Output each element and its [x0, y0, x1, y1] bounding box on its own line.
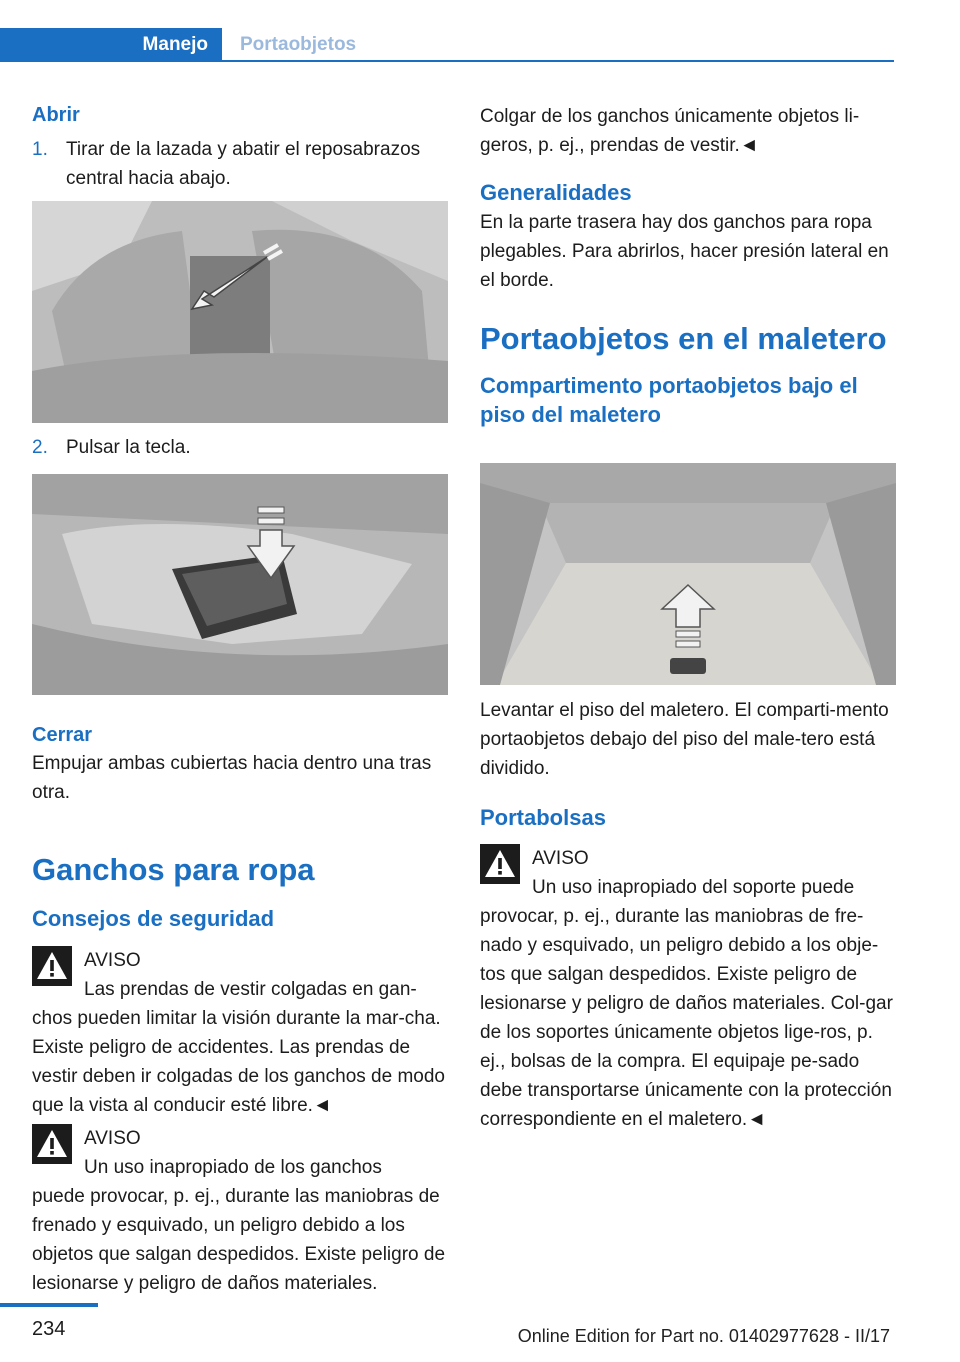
generalidades-heading: Generalidades — [480, 180, 632, 205]
warning-title: AVISO — [84, 1128, 141, 1149]
continuation-text: Colgar de los ganchos únicamente objetos li-geros, p. ej., prendas de vestir.◄ — [480, 106, 860, 156]
trunk-illustration — [480, 463, 896, 685]
header-section-tab: Manejo — [0, 28, 222, 62]
step-number: 2. — [32, 437, 48, 458]
warning-box-2 — [32, 1124, 448, 1298]
warning-text: provocar, p. ej., durante las maniobras de fre-nado y esquivado, un peligro debido a los obje-tos que salgan despedidos. Existe peligro de lesionarse y peligro de daños materiales. Col-gar de los soportes únicamente objetos lige-ros, p. ej., bolsas de la compra. El equipaje pe-sado debe transportarse únicamente con la protección correspondiente en el maletero.◄ — [480, 906, 893, 1130]
step-number: 1. — [32, 139, 48, 160]
header-subsection-tab: Portaobjetos — [240, 34, 357, 55]
compartimento-heading: Compartimento portaobjetos bajo el piso del maletero — [480, 373, 858, 427]
ganchos-heading: Ganchos para ropa — [32, 852, 315, 887]
compartimento-block — [480, 696, 896, 832]
warning-text: chos pueden limitar la visión durante la mar-cha. Existe peligro de accidentes. Las prendas de vestir deben ir colgadas de los ganchos de modo que la vista al conducir esté libre.◄ — [32, 1008, 445, 1116]
generalidades-text: En la parte trasera hay dos ganchos para ropa plegables. Para abrirlos, hacer presión lateral en el borde. — [480, 212, 889, 291]
warning-first-line: Las prendas de vestir colgadas en gan- — [84, 979, 417, 1000]
warning-triangle-icon — [32, 946, 72, 986]
step-text: Pulsar la tecla. — [66, 437, 191, 458]
warning-triangle-icon — [32, 1124, 72, 1164]
warning-box-3 — [480, 844, 896, 1134]
right-column-top — [480, 102, 896, 429]
compartimento-text: Levantar el piso del maletero. El comparti-mento portaobjetos debajo del piso del male-tero está dividido. — [480, 700, 889, 779]
rear-seat-armrest-figure — [32, 201, 448, 423]
step-text: Tirar de la lazada y abatir el reposabrazos central hacia abajo. — [66, 139, 421, 189]
left-step-2-block — [32, 433, 448, 462]
cerrar-heading: Cerrar — [32, 724, 93, 746]
armrest-button-figure — [32, 474, 448, 695]
seguridad-heading: Consejos de seguridad — [32, 906, 275, 931]
warning-first-line: Un uso inapropiado del soporte puede — [532, 877, 855, 898]
armrest-illustration — [32, 474, 448, 695]
edition-note: Online Edition for Part no. 01402977628 - II/17 — [517, 1326, 890, 1346]
warning-first-line: Un uso inapropiado de los ganchos — [84, 1157, 382, 1178]
cerrar-text: Empujar ambas cubiertas hacia dentro una tras otra. — [32, 753, 432, 803]
warning-text: puede provocar, p. ej., durante las maniobras de frenado y esquivado, un peligro debido a los objetos que salgan despedidos. Existe peligro de lesionarse y peligro de daños materiales. — [32, 1186, 446, 1294]
abrir-heading: Abrir — [32, 104, 80, 126]
warning-title: AVISO — [84, 950, 141, 971]
page-number: 234 — [32, 1318, 66, 1340]
footer-rule — [0, 1303, 98, 1307]
warning-title: AVISO — [532, 848, 589, 869]
trunk-floor-figure — [480, 463, 896, 685]
warning-triangle-icon — [480, 844, 520, 884]
maletero-heading: Portaobjetos en el maletero — [480, 321, 887, 356]
ganchos-block — [32, 852, 448, 933]
cerrar-block — [32, 724, 448, 807]
step-1 — [32, 135, 448, 193]
rear-seat-illustration — [32, 201, 448, 423]
header-rule — [222, 60, 894, 62]
step-2 — [32, 433, 448, 462]
portabolsas-heading: Portabolsas — [480, 805, 606, 830]
left-column-top — [32, 104, 448, 193]
warning-box-1 — [32, 946, 448, 1120]
